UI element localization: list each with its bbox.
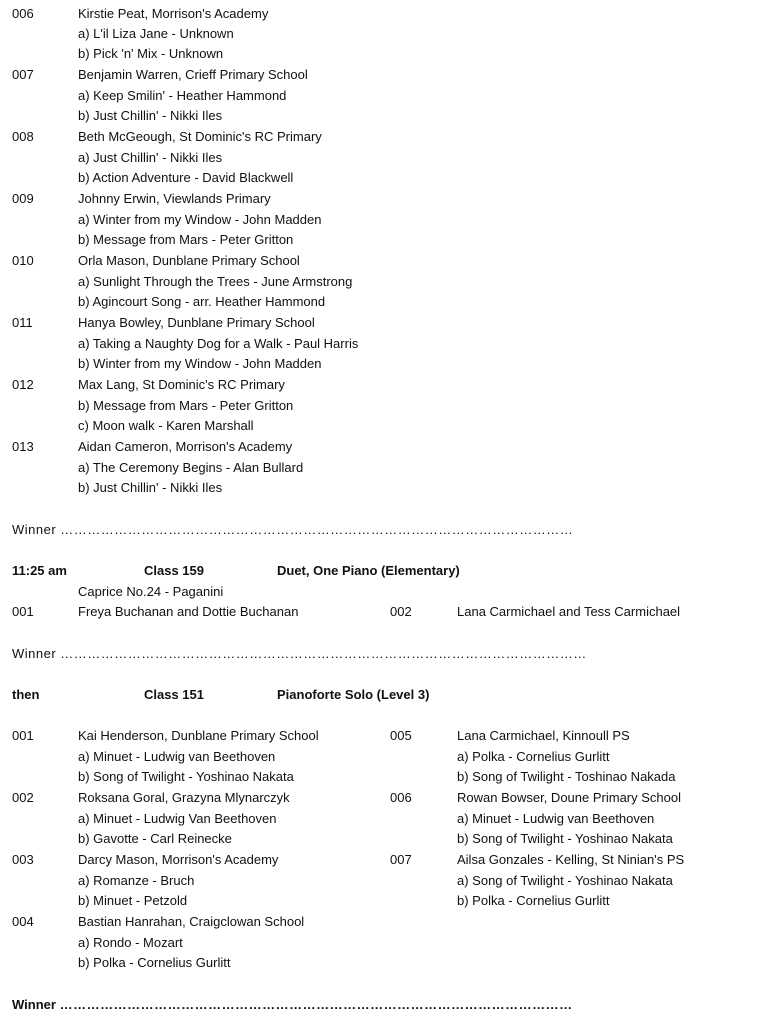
entry-name: Darcy Mason, Morrison's Academy <box>78 852 279 867</box>
entry-number: 002 <box>12 790 34 805</box>
class-time: then <box>12 687 40 702</box>
entry-piece: b) Just Chillin' - Nikki Iles <box>78 480 223 495</box>
entry-piece: b) Song of Twilight - Yoshinao Nakata <box>78 769 294 784</box>
entry-piece: b) Message from Mars - Peter Gritton <box>78 398 294 413</box>
entry-number: 004 <box>12 914 34 929</box>
entry-piece: b) Gavotte - Carl Reinecke <box>78 831 232 846</box>
entry-number: 005 <box>390 728 412 743</box>
entry-piece: a) The Ceremony Begins - Alan Bullard <box>78 460 304 475</box>
entry-piece: a) Rondo - Mozart <box>78 935 183 950</box>
entry-piece: c) Moon walk - Karen Marshall <box>78 418 254 433</box>
winner-line <box>12 995 573 1015</box>
class-time: 11:25 am <box>12 563 67 578</box>
entry-name: Orla Mason, Dunblane Primary School <box>78 253 300 268</box>
entry-name: Rowan Bowser, Doune Primary School <box>457 790 681 805</box>
entry-piece: b) Minuet - Petzold <box>78 893 188 908</box>
class-label: Class 151 <box>144 687 204 702</box>
entry-piece: b) Pick 'n' Mix - Unknown <box>78 46 224 61</box>
entry-number: 013 <box>12 439 34 454</box>
entry-piece: b) Agincourt Song - arr. Heather Hammond <box>78 294 326 309</box>
class-title: Pianoforte Solo (Level 3) <box>277 687 430 702</box>
entry-number: 007 <box>390 852 412 867</box>
entry-number: 007 <box>12 67 34 82</box>
entry-piece: a) Romanze - Bruch <box>78 873 195 888</box>
entry-number: 003 <box>12 852 34 867</box>
entry-name: Lana Carmichael, Kinnoull PS <box>457 728 630 743</box>
entry-name: Roksana Goral, Grazyna Mlynarczyk <box>78 790 290 805</box>
entry-piece: b) Winter from my Window - John Madden <box>78 356 322 371</box>
entry-number: 006 <box>12 6 34 21</box>
winner-label: Winner <box>12 997 56 1012</box>
entry-name: Beth McGeough, St Dominic's RC Primary <box>78 129 322 144</box>
entry-number: 001 <box>12 604 34 619</box>
entry-number: 010 <box>12 253 34 268</box>
entry-piece: a) Polka - Cornelius Gurlitt <box>457 749 610 764</box>
winner-line: Winner ……………………………………………………………………………………………………… <box>12 646 587 661</box>
class-label: Class 159 <box>144 563 204 578</box>
entry-piece: b) Action Adventure - David Blackwell <box>78 170 294 185</box>
entry-piece: a) Song of Twilight - Yoshinao Nakata <box>457 873 673 888</box>
entry-piece: a) Keep Smilin' - Heather Hammond <box>78 88 287 103</box>
set-piece: Caprice No.24 - Paganini <box>78 584 224 599</box>
entry-name: Max Lang, St Dominic's RC Primary <box>78 377 285 392</box>
entry-name: Freya Buchanan and Dottie Buchanan <box>78 604 299 619</box>
winner-line: Winner …………………………………………………………………………………………………… <box>12 522 574 537</box>
entry-name: Kirstie Peat, Morrison's Academy <box>78 6 269 21</box>
entry-piece: b) Polka - Cornelius Gurlitt <box>457 893 610 908</box>
entry-piece: b) Polka - Cornelius Gurlitt <box>78 955 231 970</box>
entry-name: Aidan Cameron, Morrison's Academy <box>78 439 293 454</box>
entry-name: Johnny Erwin, Viewlands Primary <box>78 191 271 206</box>
entry-number: 002 <box>390 604 412 619</box>
entry-number: 006 <box>390 790 412 805</box>
entry-name: Ailsa Gonzales - Kelling, St Ninian's PS <box>457 852 685 867</box>
entry-number: 012 <box>12 377 34 392</box>
entry-name: Benjamin Warren, Crieff Primary School <box>78 67 308 82</box>
entry-number: 009 <box>12 191 34 206</box>
entry-name: Hanya Bowley, Dunblane Primary School <box>78 315 315 330</box>
entry-name: Kai Henderson, Dunblane Primary School <box>78 728 319 743</box>
entry-piece: a) Taking a Naughty Dog for a Walk - Paul Harris <box>78 336 359 351</box>
entry-piece: a) Winter from my Window - John Madden <box>78 212 322 227</box>
entry-piece: b) Just Chillin' - Nikki Iles <box>78 108 223 123</box>
entry-piece: a) Minuet - Ludwig Van Beethoven <box>78 811 277 826</box>
entry-piece: a) L'il Liza Jane - Unknown <box>78 26 234 41</box>
winner-dots: …………………………………………………………………………………………………… <box>59 997 573 1012</box>
entry-piece: a) Just Chillin' - Nikki Iles <box>78 150 223 165</box>
entry-piece: b) Message from Mars - Peter Gritton <box>78 232 294 247</box>
class-title: Duet, One Piano (Elementary) <box>277 563 460 578</box>
entry-piece: b) Song of Twilight - Yoshinao Nakata <box>457 831 673 846</box>
entry-piece: a) Minuet - Ludwig van Beethoven <box>457 811 655 826</box>
entry-number: 001 <box>12 728 34 743</box>
entry-number: 011 <box>12 315 33 330</box>
entry-piece: a) Sunlight Through the Trees - June Armstrong <box>78 274 353 289</box>
entry-piece: b) Song of Twilight - Toshinao Nakada <box>457 769 676 784</box>
entry-number: 008 <box>12 129 34 144</box>
entry-piece: a) Minuet - Ludwig van Beethoven <box>78 749 276 764</box>
entry-name: Bastian Hanrahan, Craigclowan School <box>78 914 305 929</box>
entry-name: Lana Carmichael and Tess Carmichael <box>457 604 681 619</box>
